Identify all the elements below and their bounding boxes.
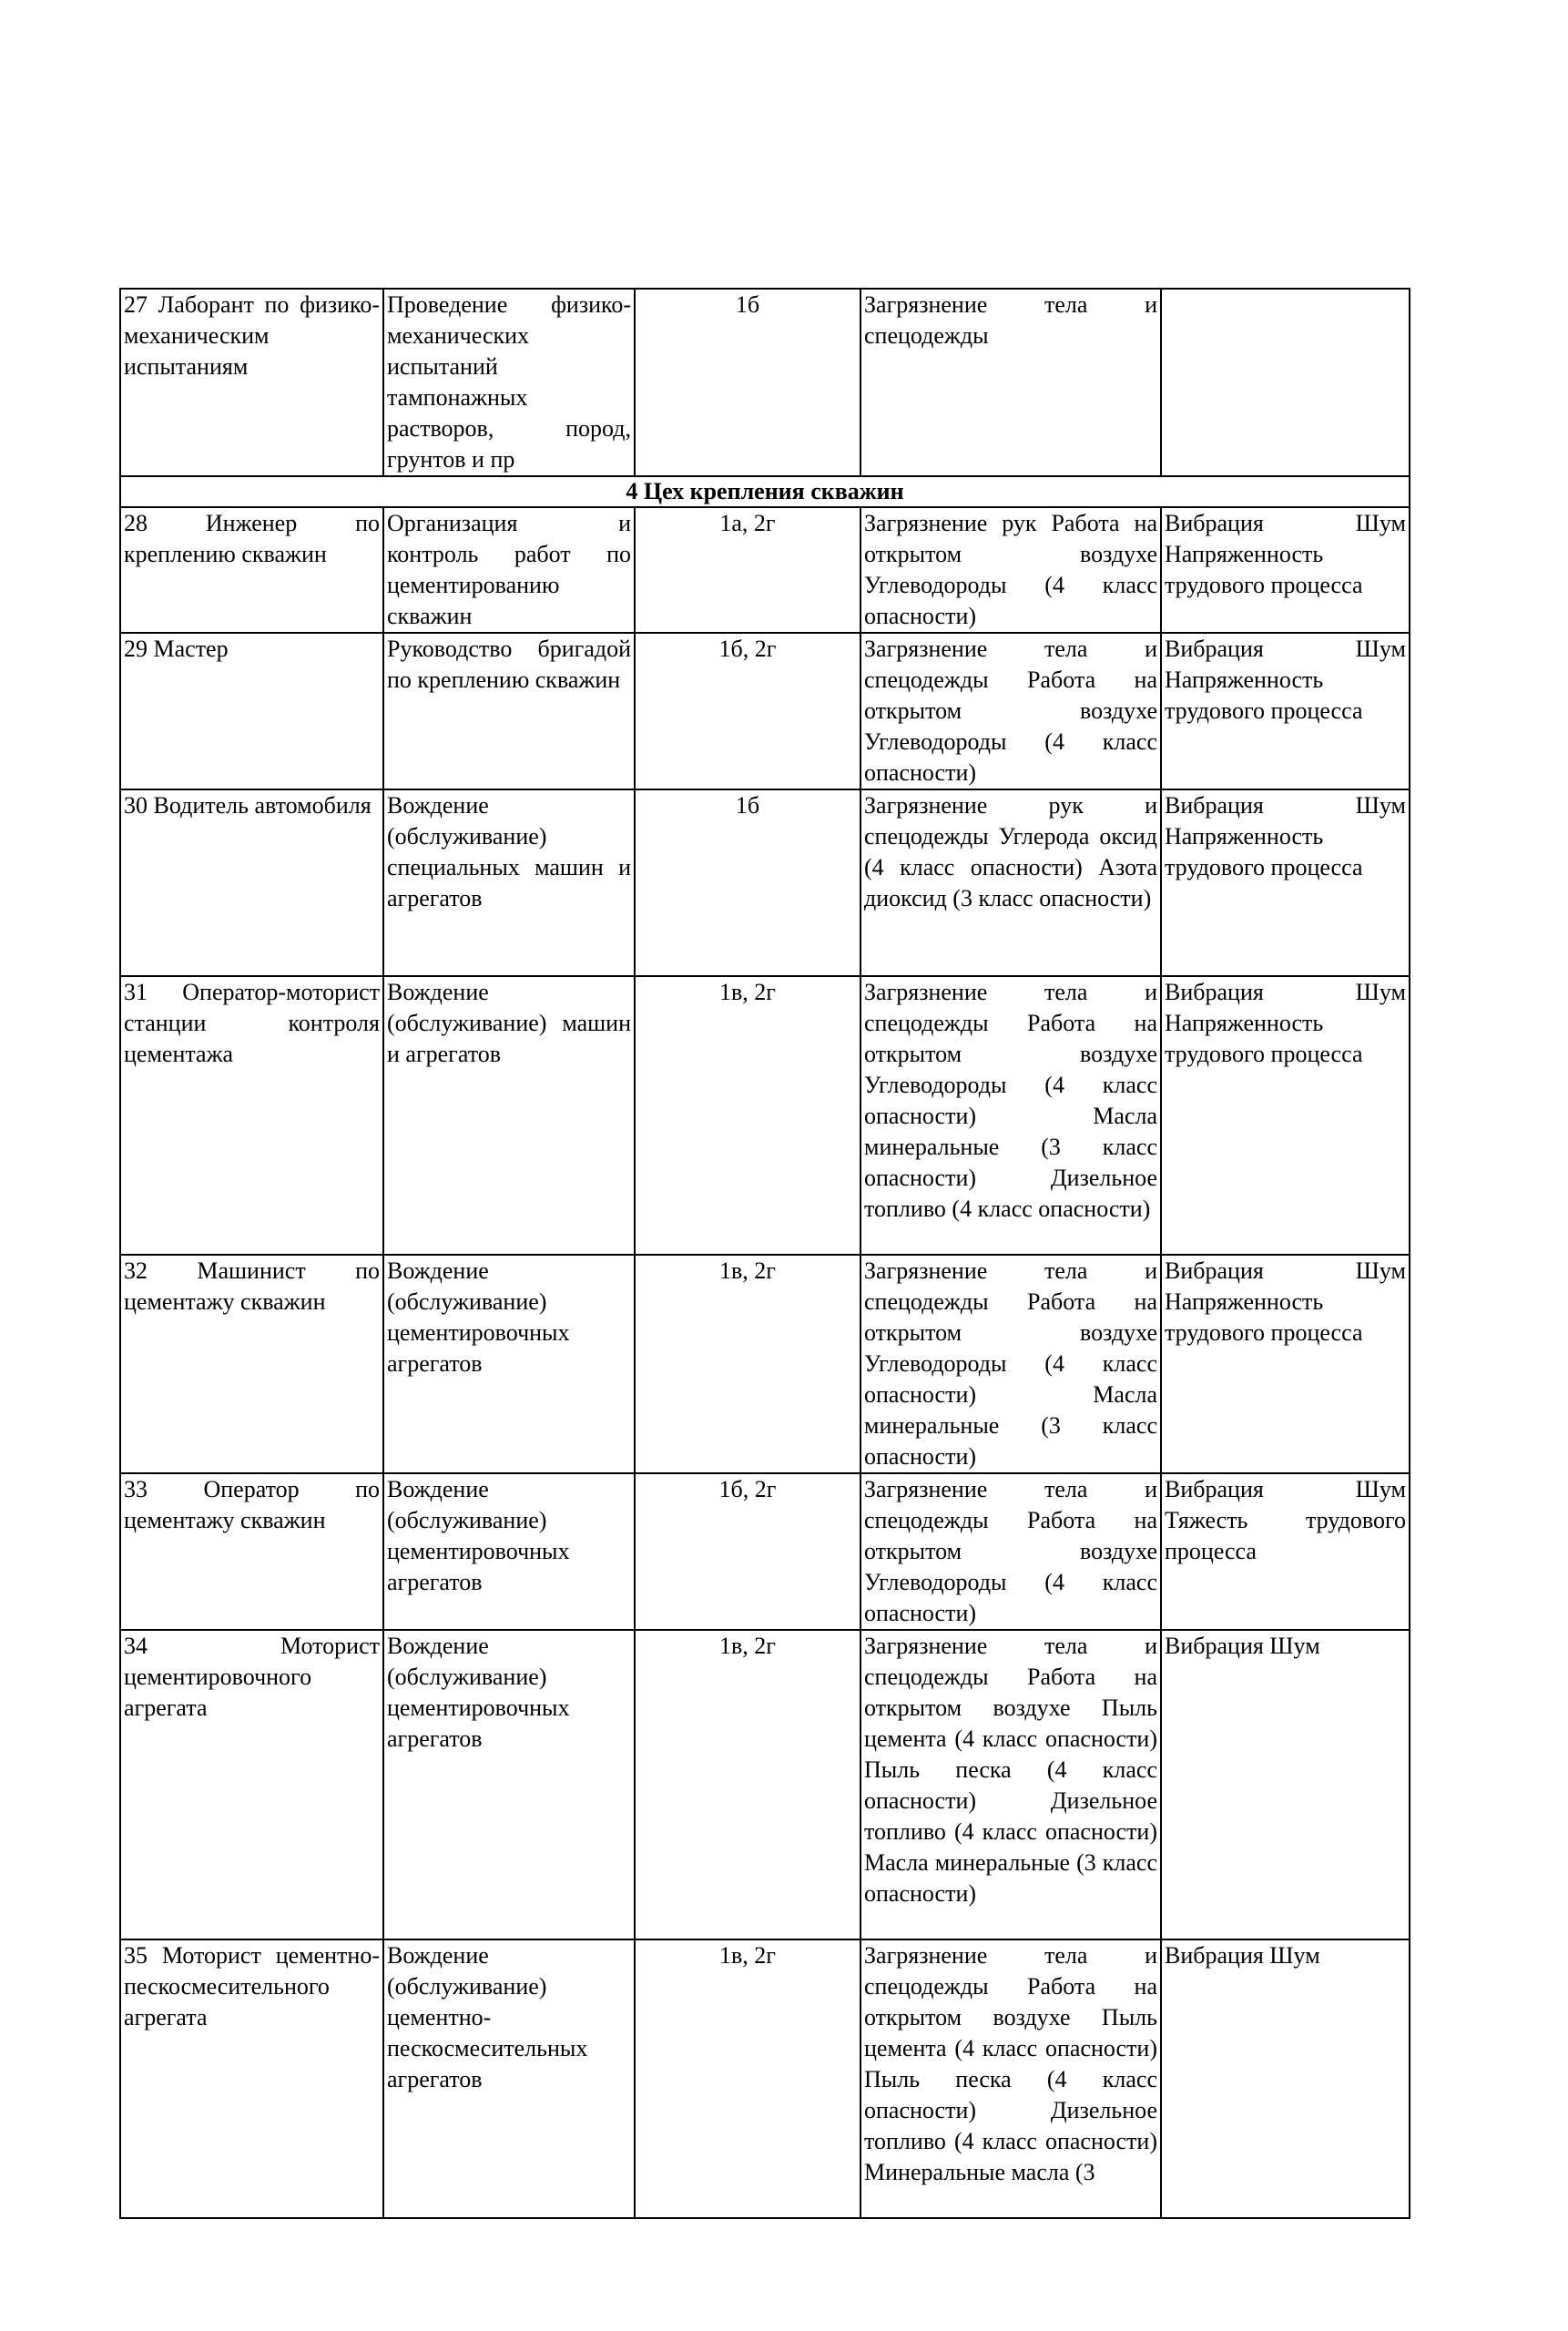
work-description-cell: Руководство бригадой по креплению скважин	[383, 633, 635, 789]
table-row	[120, 1473, 1410, 1630]
factors-cell: Вибрация Шум Напряженность трудового процесса	[1161, 633, 1410, 789]
hazard-class-cell: 1б, 2г	[635, 1473, 860, 1630]
hazards-cell: Загрязнение тела и спецодежды Работа на открытом воздухе Углеводороды (4 класс опасности) Масла минеральные (3 класс опасности)	[860, 1255, 1161, 1473]
profession-cell: 34 Моторист цементировочного агрегата	[120, 1630, 383, 1939]
profession-cell: 27 Лаборант по физико-механическим испытаниям	[120, 289, 383, 476]
profession-cell: 35 Моторист цементно-пескосмесительного агрегата	[120, 1939, 383, 2218]
hazard-class-cell: 1в, 2г	[635, 976, 860, 1255]
table-row	[120, 633, 1410, 789]
occupational-hazards-table	[119, 288, 1410, 2219]
table-row	[120, 789, 1410, 976]
profession-cell: 30 Водитель автомобиля	[120, 789, 383, 976]
work-description-cell: Проведение физико-механических испытаний тампонажных растворов, пород, грунтов и пр	[383, 289, 635, 476]
table-row	[120, 1255, 1410, 1473]
work-description-cell: Вождение (обслуживание) цементировочных агрегатов	[383, 1255, 635, 1473]
profession-cell: 31 Оператор-моторист станции контроля цементажа	[120, 976, 383, 1255]
hazards-cell: Загрязнение рук и спецодежды Углерода оксид (4 класс опасности) Азота диоксид (3 класс опасности)	[860, 789, 1161, 976]
factors-cell: Вибрация Шум	[1161, 1939, 1410, 2218]
profession-cell: 32 Машинист по цементажу скважин	[120, 1255, 383, 1473]
hazards-cell: Загрязнение тела и спецодежды Работа на открытом воздухе Пыль цемента (4 класс опасности) Пыль песка (4 класс опасности) Дизельное топливо (4 класс опасности) Масла минеральные (3 класс опасности)	[860, 1630, 1161, 1939]
hazard-class-cell: 1в, 2г	[635, 1939, 860, 2218]
table-row	[120, 1630, 1410, 1939]
hazards-cell: Загрязнение рук Работа на открытом воздухе Углеводороды (4 класс опасности)	[860, 507, 1161, 633]
hazards-cell: Загрязнение тела и спецодежды Работа на открытом воздухе Углеводороды (4 класс опасности) Масла минеральные (3 класс опасности) Дизельное топливо (4 класс опасности)	[860, 976, 1161, 1255]
table-row	[120, 507, 1410, 633]
section-row	[120, 476, 1410, 507]
section-title: 4 Цех крепления скважин	[120, 476, 1410, 507]
profession-cell: 29 Мастер	[120, 633, 383, 789]
profession-cell: 33 Оператор по цементажу скважин	[120, 1473, 383, 1630]
profession-cell: 28 Инженер по креплению скважин	[120, 507, 383, 633]
hazard-class-cell: 1в, 2г	[635, 1255, 860, 1473]
factors-cell: Вибрация Шум Напряженность трудового процесса	[1161, 976, 1410, 1255]
factors-cell: Вибрация Шум Тяжесть трудового процесса	[1161, 1473, 1410, 1630]
work-description-cell: Вождение (обслуживание) машин и агрегатов	[383, 976, 635, 1255]
work-description-cell: Вождение (обслуживание) цементировочных агрегатов	[383, 1630, 635, 1939]
hazard-class-cell: 1а, 2г	[635, 507, 860, 633]
table-row	[120, 976, 1410, 1255]
hazards-cell: Загрязнение тела и спецодежды Работа на открытом воздухе Пыль цемента (4 класс опасности) Пыль песка (4 класс опасности) Дизельное топливо (4 класс опасности) Минеральные масла (3	[860, 1939, 1161, 2218]
hazard-class-cell: 1б	[635, 289, 860, 476]
factors-cell: Вибрация Шум Напряженность трудового процесса	[1161, 1255, 1410, 1473]
table-row	[120, 1939, 1410, 2218]
factors-cell: Вибрация Шум	[1161, 1630, 1410, 1939]
work-description-cell: Организация и контроль работ по цементированию скважин	[383, 507, 635, 633]
hazard-class-cell: 1б, 2г	[635, 633, 860, 789]
factors-cell: Вибрация Шум Напряженность трудового процесса	[1161, 789, 1410, 976]
work-description-cell: Вождение (обслуживание) цементно-пескосмесительных агрегатов	[383, 1939, 635, 2218]
hazard-class-cell: 1в, 2г	[635, 1630, 860, 1939]
hazards-cell: Загрязнение тела и спецодежды Работа на открытом воздухе Углеводороды (4 класс опасности)	[860, 633, 1161, 789]
work-description-cell: Вождение (обслуживание) специальных машин и агрегатов	[383, 789, 635, 976]
factors-cell: Вибрация Шум Напряженность трудового процесса	[1161, 507, 1410, 633]
hazards-cell: Загрязнение тела и спецодежды	[860, 289, 1161, 476]
hazard-class-cell: 1б	[635, 789, 860, 976]
work-description-cell: Вождение (обслуживание) цементировочных агрегатов	[383, 1473, 635, 1630]
table-row	[120, 289, 1410, 476]
hazards-cell: Загрязнение тела и спецодежды Работа на открытом воздухе Углеводороды (4 класс опасности)	[860, 1473, 1161, 1630]
factors-cell	[1161, 289, 1410, 476]
